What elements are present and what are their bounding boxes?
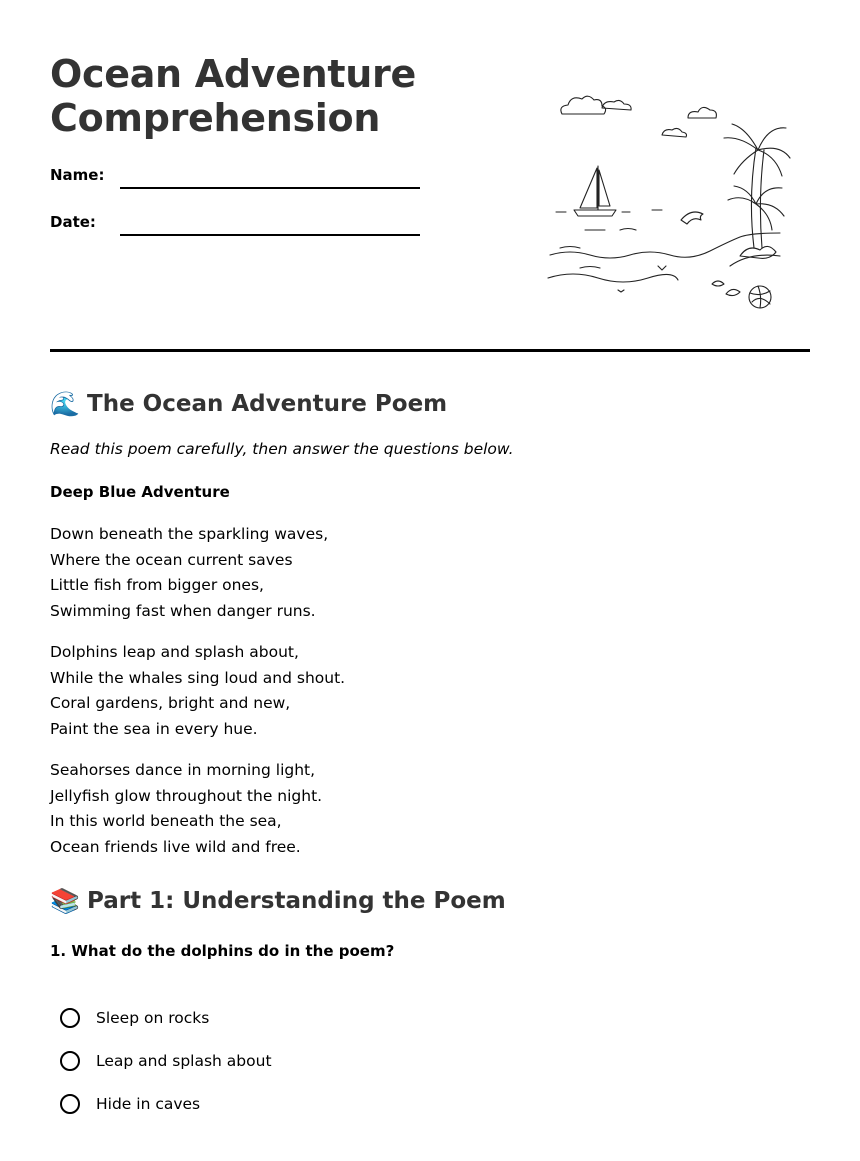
poem-instruction: Read this poem carefully, then answer the questions below. (50, 440, 514, 458)
title-line-2: Comprehension (50, 96, 381, 140)
wave-icon: 🌊 (50, 390, 80, 418)
cloud-icon (561, 96, 606, 114)
question-1-option-1[interactable] (60, 1008, 209, 1028)
question-1: 1. What do the dolphins do in the poem? (50, 942, 395, 960)
poem-line: Down beneath the sparkling waves, (50, 525, 329, 543)
poem-line: Ocean friends live wild and free. (50, 837, 301, 856)
date-label: Date: (50, 213, 96, 231)
poem-line: Jellyfish glow throughout the night. (50, 786, 323, 805)
poem-section-heading-text: The Ocean Adventure Poem (87, 391, 448, 417)
poem-line: Little fish from bigger ones, (50, 576, 264, 594)
poem-line: Dolphins leap and splash about, (50, 643, 299, 661)
header-divider (50, 349, 810, 352)
question-1-option-3[interactable] (60, 1094, 200, 1114)
poem-line: Seahorses dance in morning light, (50, 761, 316, 779)
poem-stanza-3 (50, 758, 322, 860)
part1-heading-text: Part 1: Understanding the Poem (87, 888, 506, 914)
palm-tree-icon (724, 124, 790, 258)
part1-heading (50, 886, 506, 916)
poem-stanza-1 (50, 522, 328, 624)
seashell-icon (712, 281, 724, 286)
poem-line: Coral gardens, bright and new, (50, 694, 291, 712)
poem-title: Deep Blue Adventure (50, 483, 230, 501)
title-line-1: Ocean Adventure (50, 52, 416, 96)
poem-stanza-2 (50, 640, 345, 742)
seashell-icon (726, 289, 740, 295)
radio-button[interactable] (60, 1094, 80, 1114)
name-field[interactable] (120, 187, 420, 189)
poem-line: In this world beneath the sea, (50, 812, 282, 830)
option-label: Leap and splash about (96, 1052, 272, 1070)
radio-button[interactable] (60, 1008, 80, 1028)
radio-button[interactable] (60, 1051, 80, 1071)
beach-ball-icon (749, 286, 771, 308)
cloud-icon (602, 100, 631, 110)
beach-scene-icon (540, 80, 800, 320)
question-1-option-2[interactable] (60, 1051, 272, 1071)
cloud-icon (662, 128, 687, 137)
books-icon: 📚 (50, 887, 80, 915)
option-label: Sleep on rocks (96, 1009, 210, 1027)
poem-section-heading (50, 389, 447, 419)
date-field[interactable] (120, 234, 420, 236)
poem-line: Paint the sea in every hue. (50, 719, 258, 738)
dolphin-icon (681, 212, 703, 224)
sailboat-icon (556, 166, 630, 216)
option-label: Hide in caves (96, 1095, 201, 1113)
worksheet-title (50, 52, 416, 140)
name-label: Name: (50, 166, 105, 184)
poem-line: Where the ocean current saves (50, 550, 293, 569)
poem-line: While the whales sing loud and shout. (50, 668, 346, 687)
cloud-icon (688, 107, 716, 118)
poem-line: Swimming fast when danger runs. (50, 601, 316, 620)
